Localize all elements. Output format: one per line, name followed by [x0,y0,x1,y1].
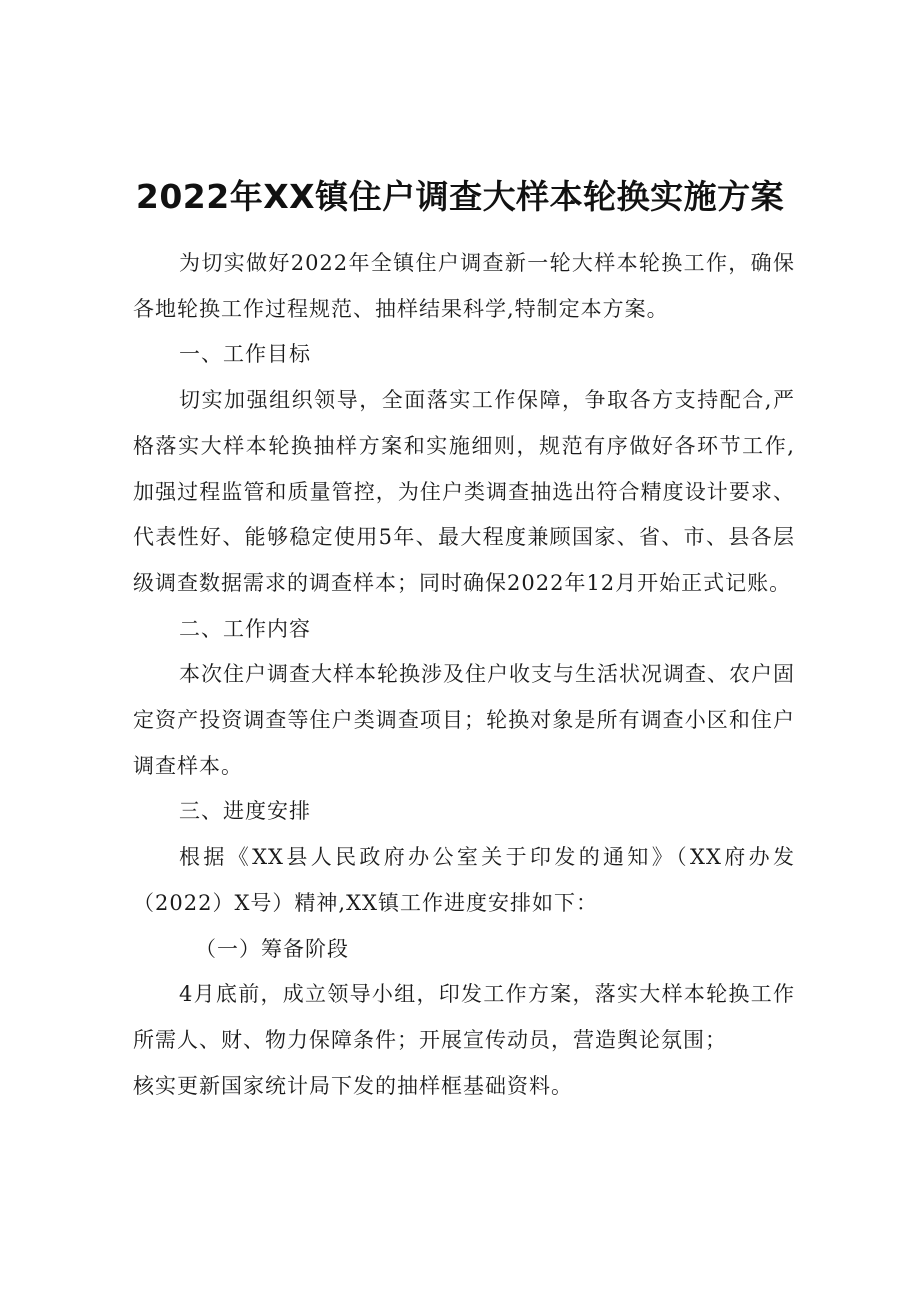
subsection-body-preparation [133,972,795,1109]
document-title: 2022年XX镇住户调查大样本轮换实施方案 [135,177,785,216]
document-body [133,241,795,1109]
section-body-goals: 切实加强组织领导，全面落实工作保障，争取各方支持配合,严格落实大样本轮换抽样方案和实施细则，规范有序做好各环节工作,加强过程监管和质量管控，为住户类调查抽选出符合精度设计要求、代表性好、能够稳定使用5年、最大程度兼顾国家、省、市、县各层级调查数据需求的调查样本；同时确保2022年12月开始正式记账。 [133,388,795,595]
section-body-content: 本次住户调查大样本轮换涉及住户收支与生活状况调查、农户固定资产投资调查等住户类调查项目；轮换对象是所有调查小区和住户调查样本。 [133,662,795,778]
section-heading-content: 二、工作内容 [179,616,311,641]
section-heading-goals: 一、工作目标 [179,342,311,367]
section-heading-schedule: 三、进度安排 [179,799,311,824]
section-body-schedule: 根据《XX县人民政府办公室关于印发的通知》（XX府办发（2022）X号）精神,XX镇工作进度安排如下： [133,845,795,915]
subsection-line-1: 4月底前，成立领导小组，印发工作方案，落实大样本轮换工作所需人、财、物力保障条件；开展宣传动员，营造舆论氛围； [133,982,795,1052]
subsection-heading-preparation: （一）筹备阶段 [195,936,349,961]
intro-paragraph: 为切实做好2022年全镇住户调查新一轮大样本轮换工作，确保各地轮换工作过程规范、抽样结果科学,特制定本方案。 [133,251,795,321]
subsection-line-2: 核实更新国家统计局下发的抽样框基础资料。 [133,1073,573,1098]
